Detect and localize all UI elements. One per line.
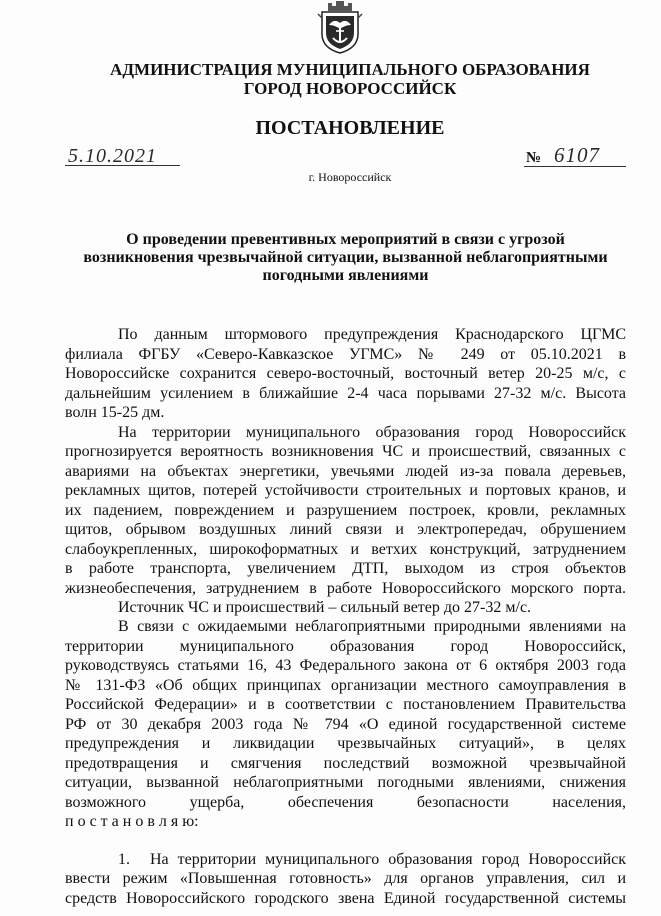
org-name-line1: АДМИНИСТРАЦИЯ МУНИЦИПАЛЬНОГО ОБРАЗОВАНИЯ — [110, 60, 590, 79]
body-line: волн 15-25 дм. — [65, 404, 165, 421]
body-line: возможного ущерба, обеспечения безопасности населения, — [65, 794, 626, 811]
body-line: предотвращения и смягчения последствий возможной чрезвычайной — [65, 755, 626, 772]
body-line: жизнеобеспечения, затруднением в работе Новороссийского морского порта. — [65, 580, 626, 597]
body-line: По данным штормового предупреждения Краснодарского ЦГМС — [118, 326, 626, 343]
city-name: г. Новороссийск — [308, 170, 392, 184]
body-line: РФ от 30 декабря 2003 года № 794 «О единой государственной системе — [65, 716, 626, 733]
title-line: возникновения чрезвычайной ситуации, вызванной неблагоприятными — [83, 249, 608, 266]
body-line: Источник ЧС и происшествий – сильный ветер до 27-32 м/с. — [118, 599, 532, 616]
body-line: руководствуясь статьями 16, 43 Федерального закона от 6 октября 2003 года — [65, 657, 626, 674]
number-label: № — [526, 150, 542, 166]
body-line: территории муниципального образования город Новороссийск, — [65, 638, 626, 655]
body-line: На территории муниципального образования город Новороссийск — [118, 424, 626, 441]
body-line: щитов, обрывом воздушных линий связи и электропередач, обрушением — [65, 521, 626, 538]
number-value: 6107 — [554, 143, 600, 167]
body-line: слабоукрепленных, широкоформатных и ветхих конструкций, затруднением — [65, 541, 626, 558]
document-date: 5.10.2021 — [65, 146, 180, 166]
body-line: в работе транспорта, увеличением ДТП, выходом из строя объектов — [65, 560, 626, 577]
title-line: погодными явлениями — [262, 267, 429, 284]
document-type: ПОСТАНОВЛЕНИЕ — [255, 117, 445, 139]
body-line: предупреждения и ликвидации чрезвычайных ситуаций», в целях — [65, 735, 626, 752]
body-line: № 131-ФЗ «Об общих принципах организации местного самоуправления в — [65, 677, 626, 694]
body-line: средств Новороссийского городского звена Единой государственной системы — [65, 890, 626, 907]
body-line: ввести режим «Повышенная готовность» для органов управления, сил и — [65, 870, 626, 887]
body-line: дальнейшим усилением в ближайшие 2-4 часа порывами 27-32 м/с. Высота — [65, 385, 626, 402]
body-line: Новороссийске сохранится северо-восточный, восточный ветер 20-25 м/с, с — [65, 365, 626, 382]
item-number: 1. — [118, 851, 130, 868]
body-line: прогнозируется вероятность возникновения ЧС и происшествий, связанных с — [65, 443, 626, 460]
body-line: На территории муниципального образования город Новороссийск — [150, 851, 626, 868]
coat-of-arms-icon — [316, 0, 364, 54]
resolution-word: п о с т а н о в л я ю: — [65, 813, 199, 830]
body-line: ситуации, вызванной неблагоприятными погодными явлениями, снижения — [65, 774, 626, 791]
body-line: авариями на объектах энергетики, увечьями людей из-за повала деревьев, — [65, 463, 626, 480]
document-number — [524, 143, 626, 167]
body-line: рекламных щитов, потерей устойчивости строительных и портовых кранов, и — [65, 482, 626, 499]
body-line: Российской Федерации» и в соответствии с постановлением Правительства — [65, 696, 626, 713]
title-line: О проведении превентивных мероприятий в связи с угрозой — [126, 231, 565, 248]
body-line: В связи с ожидаемыми неблагоприятными природными явлениями на — [118, 618, 626, 635]
org-name-line2: ГОРОД НОВОРОССИЙСК — [243, 79, 457, 98]
body-line: филиала ФГБУ «Северо-Кавказское УГМС» № 249 от 05.10.2021 в — [65, 346, 626, 363]
body-line: их падением, повреждением и разрушением построек, кровли, рекламных — [65, 502, 626, 519]
